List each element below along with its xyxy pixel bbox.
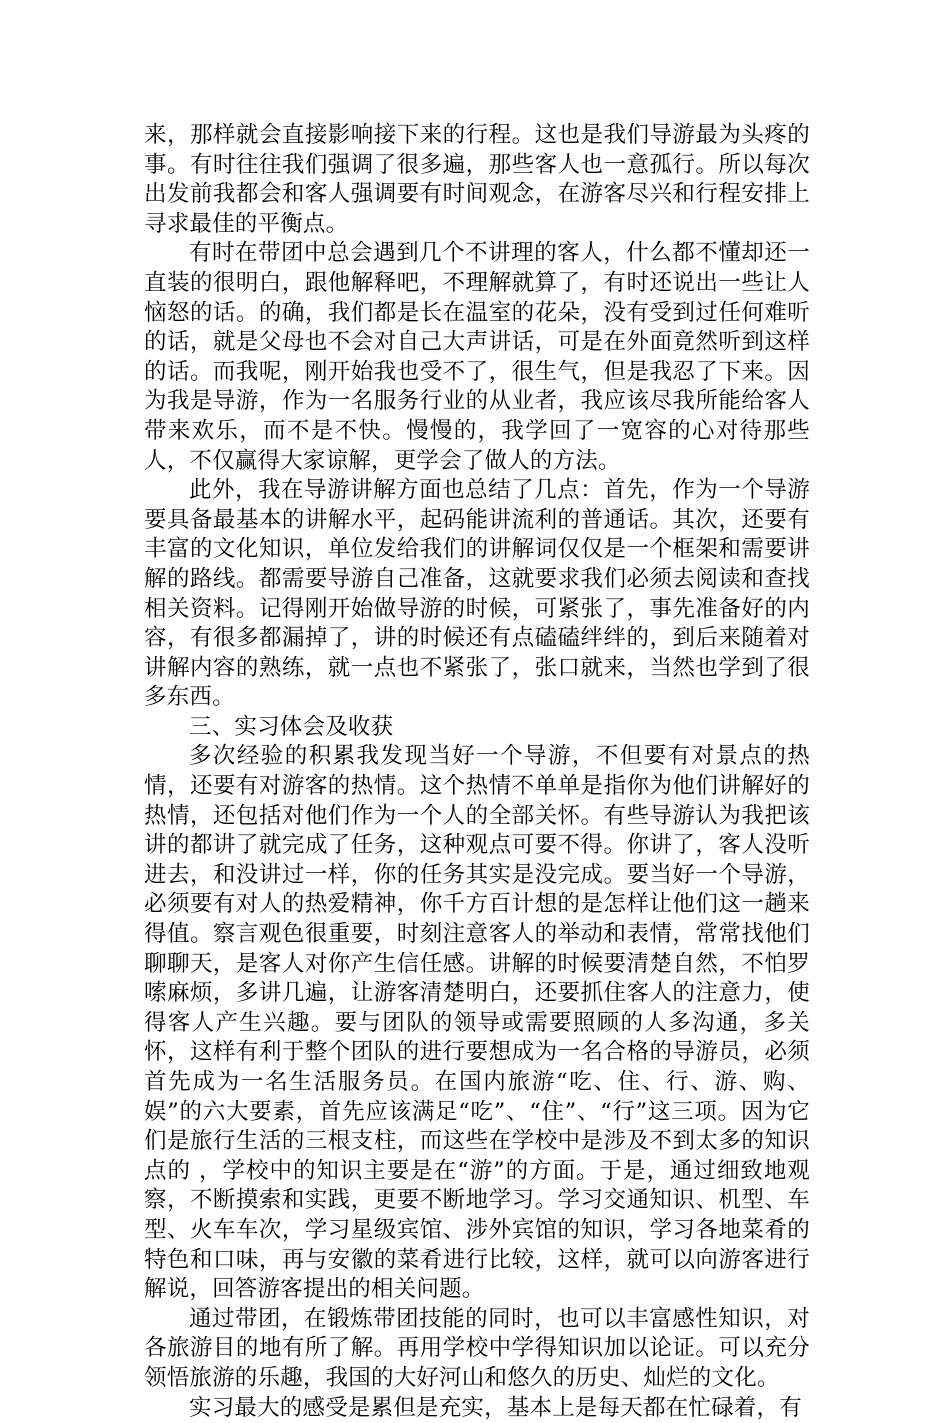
paragraph-guiding-skills: 此外，我在导游讲解方面也总结了几点：首先，作为一个导游要具备最基本的讲解水平，起码能讲流利的普通话。其次，还要有丰富的文化知识，单位发给我们的讲解词仅仅是一个框架和需要讲解的路线。都需要导游自己准备，这就要求我们必须去阅读和查找相关资料。记得刚开始做导游的时候，可紧张了，事先准备好的内容，有很多都漏掉了，讲的时候还有点磕磕绊绊的，到后来随着对讲解内容的熟练，就一点也不紧张了，张口就来，当然也学到了很多东西。 xyxy=(144,477,810,711)
section-heading: 三、实习体会及收获 xyxy=(189,713,394,740)
paragraph-continuation: 来，那样就会直接影响接下来的行程。这也是我们导游最为头疼的事。有时往往我们强调了很多遍，那些客人也一意孤行。所以每次出发前我都会和客人强调要有时间观念，在游客尽兴和行程安排上寻求最佳的平衡点。 xyxy=(144,122,810,237)
paragraph-feelings: 实习最大的感受是累但是充实，基本上是每天都在忙碌着，有 xyxy=(189,1394,802,1421)
document-body xyxy=(144,121,810,1423)
paragraph-experience: 多次经验的积累我发现当好一个导游，不但要有对景点的热情，还要有对游客的热情。这个热情不单单是指你为他们讲解好的热情，还包括对他们作为一个人的全部关怀。有些导游认为我把该讲的都讲了就完成了任务，这种观点可要不得。你讲了，客人没听进去，和没讲过一样，你的任务其实是没完成。要当好一个导游，必须要有对人的热爱精神，你千方百计想的是怎样让他们这一趟来得值。察言观色很重要，时刻注意客人的举动和表情，常常找他们聊聊天，是客人对你产生信任感。讲解的时候要清楚自然，不怕罗嗦麻烦，多讲几遍，让游客清楚明白，还要抓住客人的注意力，使得客人产生兴趣。要与团队的领导或需要照顾的人多沟通，多关怀，这样有利于整个团队的进行要想成为一名合格的导游员，必须首先成为一名生活服务员。在国内旅游“吃、住、行、游、购、娱”的六大要素，首先应该满足“吃”、“住”、“行”这三项。因为它们是旅行生活的三根支柱，而这些在学校中是涉及不到太多的知识点的 ，学校中的知识主要是在“游”的方面。于是，通过细致地观察，不断摸索和实践，更要不断地学习。学习交通知识、机型、车型、火车车次，学习星级宾馆、涉外宾馆的知识，学习各地菜肴的特色和口味，再与安徽的菜肴进行比较，这样，就可以向游客进行解说，回答游客提出的相关问题。 xyxy=(144,743,810,1303)
paragraph-knowledge: 通过带团，在锻炼带团技能的同时，也可以丰富感性知识，对各旅游目的地有所了解。再用学校中学得知识加以论证。可以充分领悟旅游的乐趣，我国的大好河山和悠久的历史、灿烂的文化。 xyxy=(144,1305,810,1391)
paragraph-unreasonable-guests: 有时在带团中总会遇到几个不讲理的客人，什么都不懂却还一直装的很明白，跟他解释吧，不理解就算了，有时还说出一些让人恼怒的话。的确，我们都是长在温室的花朵，没有受到过任何难听的话，就是父母也不会对自己大声讲话，可是在外面竟然听到这样的话。而我呢，刚开始我也受不了，很生气，但是我忍了下来。因为我是导游，作为一名服务行业的从业者，我应该尽我所能给客人带来欢乐，而不是不快。慢慢的，我学回了一宽容的心对待那些人，不仅赢得大家谅解，更学会了做人的方法。 xyxy=(144,240,810,474)
